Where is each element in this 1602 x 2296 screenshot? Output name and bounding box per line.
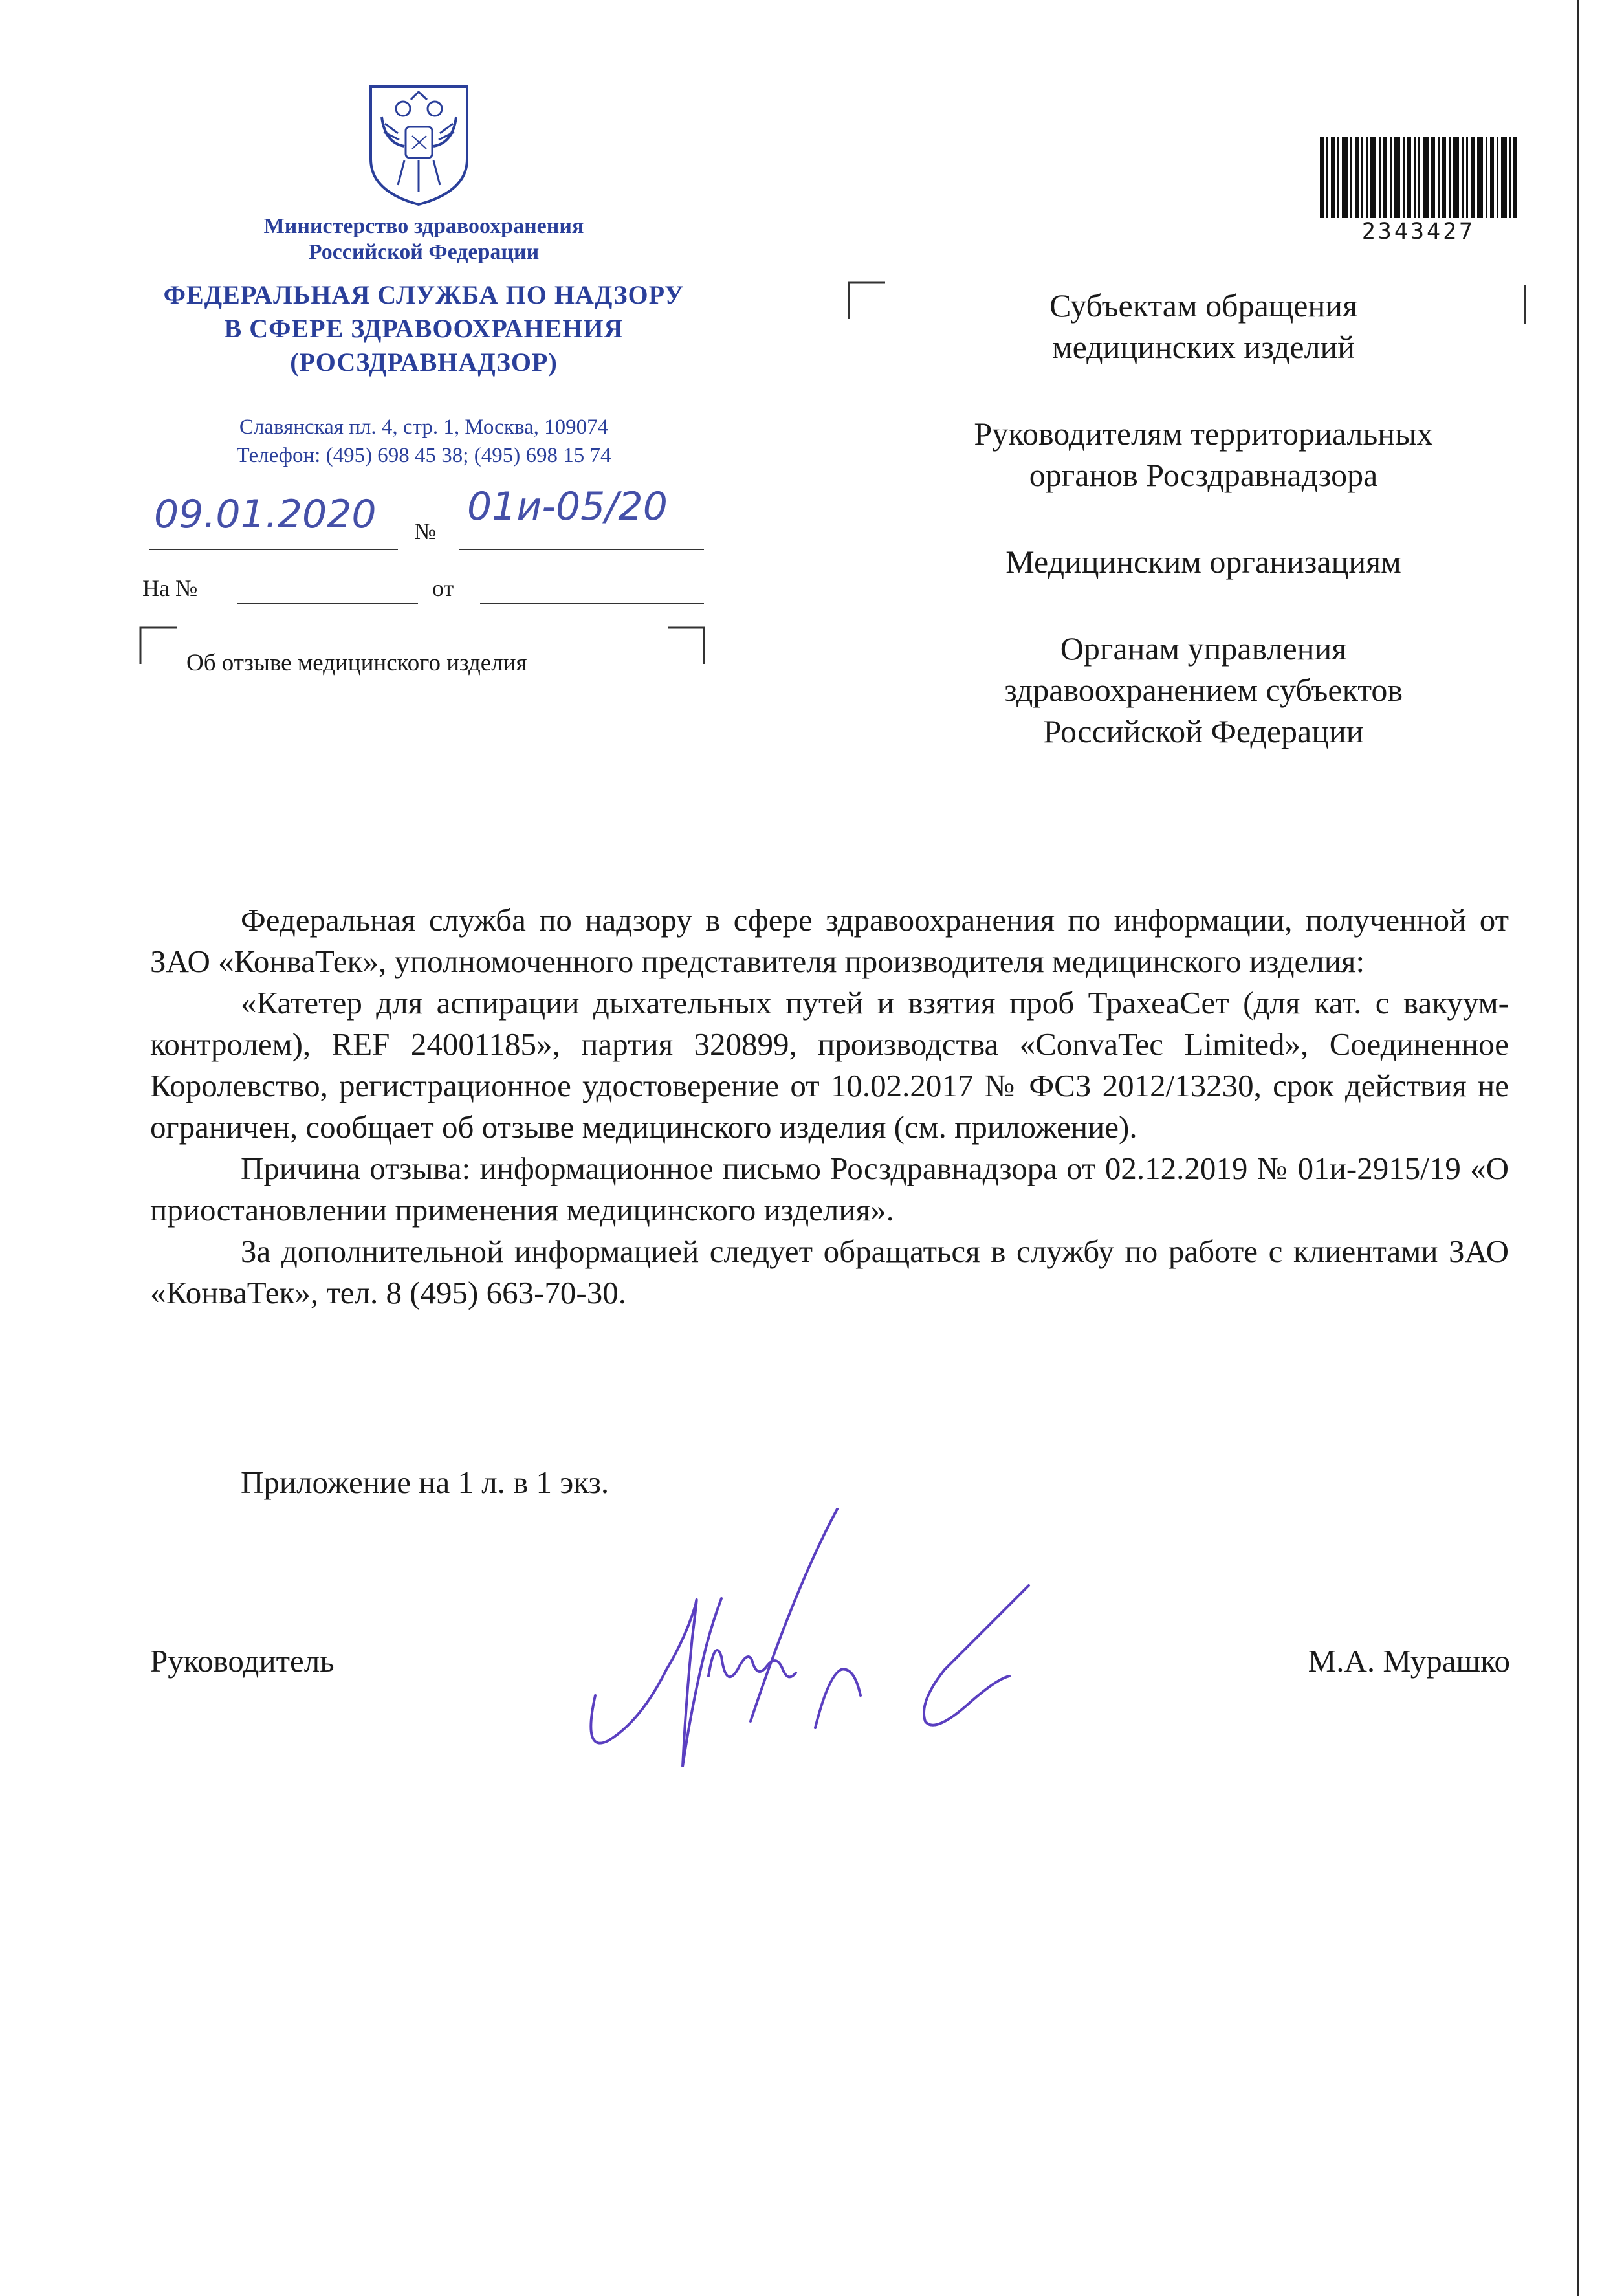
scan-edge-line [1577,0,1579,2296]
addressee-line: органов Росздравнадзора [1029,457,1378,493]
subject-bracket-right-icon [666,626,705,665]
from-underline [480,603,704,604]
body-paragraph-3: Причина отзыва: информационное письмо Росздравнадзора от 02.12.2019 № 01и-2915/19 «О приостановлении применения медицинского изделия». [150,1151,1509,1228]
registration-number: 01и-05/20 [467,484,668,529]
signatory-name: М.А. Мурашко [1308,1643,1510,1679]
body-paragraph-2: «Катетер для аспирации дыхательных путей и взятия проб ТрахеаСет (для кат. с вакуум-контролем), REF 24001185», партия 320899, производства «ConvaTec Limited», Соединенное Королевство, регистрационное удостоверение от 10.02.2017 № ФСЗ 2012/13230, срок действия не ограничен, сообщает об отзыве медицинского изделия (см. приложение). [150,985,1509,1145]
addressee-line: Российской Федерации [1043,713,1364,749]
signatory-title: Руководитель [150,1643,335,1679]
agency-name-line-2: В СФЕРЕ ЗДРАВООХРАНЕНИЯ [224,314,624,343]
agency-phone: Телефон: (495) 698 45 38; (495) 698 15 74 [236,444,611,467]
barcode-icon [1320,137,1517,218]
addressee-item [861,285,1546,368]
barcode-number: 2343427 [1361,219,1476,245]
addressee-item [861,628,1546,752]
addressee-list [861,285,1546,797]
ministry-name-line-1: Министерство здравоохранения [263,214,584,238]
registration-date: 09.01.2020 [154,492,377,537]
agency-address: Славянская пл. 4, стр. 1, Москва, 109074 [239,415,609,439]
date-underline [149,549,398,550]
body-paragraph-1: Федеральная служба по надзору в сфере здравоохранения по информации, полученной от ЗАО «КонваТек», уполномоченного представителя производителя медицинского изделия: [150,902,1509,979]
letter-body [150,900,1509,1314]
addressee-item [861,413,1546,496]
reply-to-underline [237,603,418,604]
ministry-header [155,214,692,379]
agency-name-line-3: (РОСЗДРАВНАДЗОР) [290,348,558,377]
number-sign: № [414,518,437,544]
addressee-line: Медицинским организациям [1005,544,1401,580]
body-paragraph-4: За дополнительной информацией следует обращаться в службу по работе с клиентами ЗАО «КонваТек», тел. 8 (495) 663-70-30. [150,1233,1509,1310]
addressee-line: медицинских изделий [1051,329,1355,365]
ministry-name-line-2: Российской Федерации [308,240,540,264]
handwritten-signature [582,1508,1048,1805]
number-underline [459,549,704,550]
addressee-line: Руководителям территориальных [974,415,1433,452]
addressee-line: Субъектам обращения [1049,287,1357,324]
agency-name-line-1: ФЕДЕРАЛЬНАЯ СЛУЖБА ПО НАДЗОРУ [163,280,685,309]
agency-contacts [155,413,692,470]
annex-note: Приложение на 1 л. в 1 экз. [241,1464,609,1500]
addressee-line: здравоохранением субъектов [1004,672,1403,708]
addressee-item [861,541,1546,582]
subject-bracket-left-icon [139,626,178,665]
reply-to-label: На № [142,575,198,601]
coat-of-arms-icon [366,82,472,208]
letter-subject: Об отзыве медицинского изделия [186,650,527,676]
from-label: от [432,575,454,601]
addressee-line: Органам управления [1060,630,1347,667]
